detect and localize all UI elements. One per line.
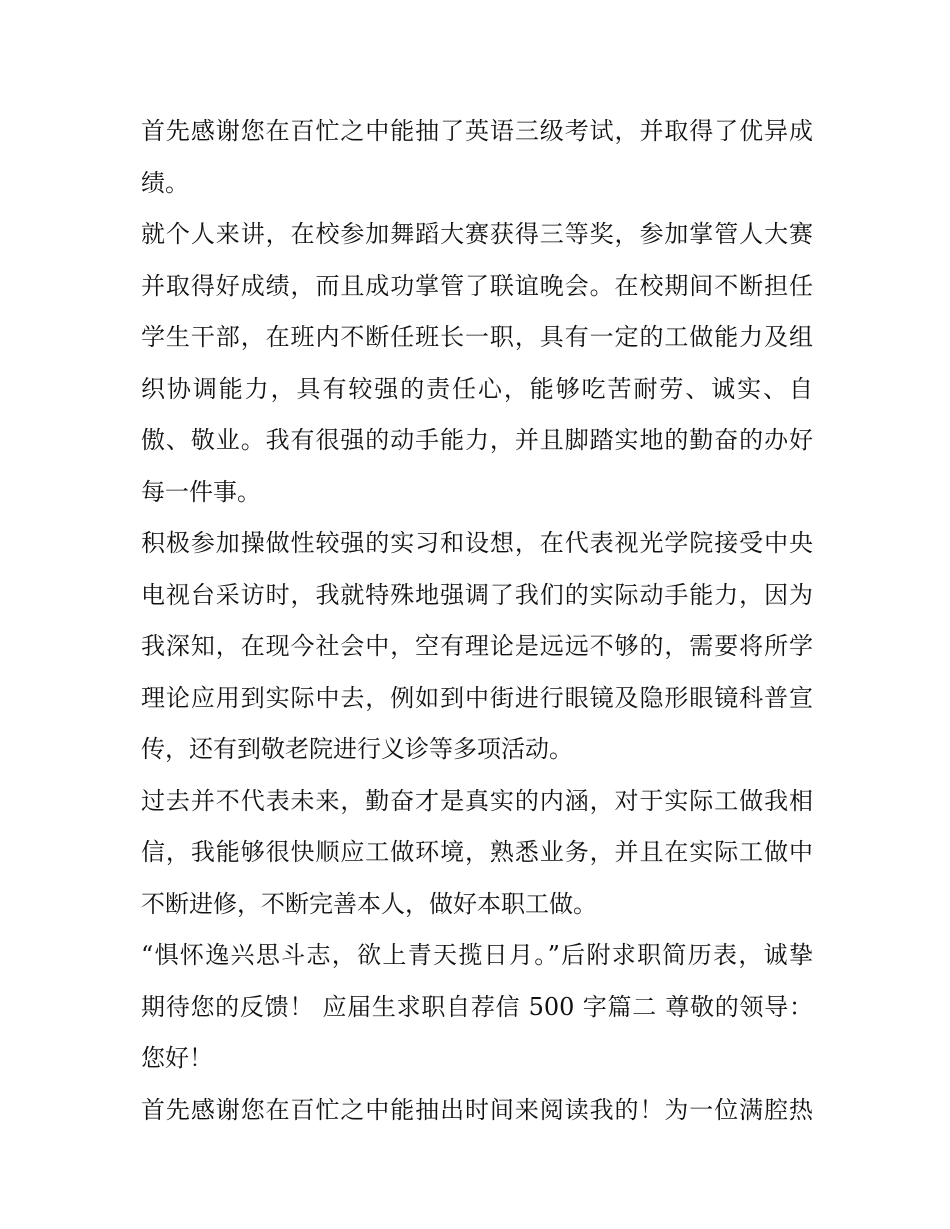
text-line: 我深知，在现今社会中，空有理论是远远不够的，需要将所学: [141, 632, 813, 660]
text-line: 不断进修，不断完善本人，做好本职工做。: [141, 889, 597, 918]
text-line: 学生干部，在班内不断任班长一职，具有一定的工做能力及组: [141, 323, 813, 351]
text-line: 理论应用到实际中去，例如到中街进行眼镜及隐形眼镜科普宣: [141, 683, 813, 712]
text-line: 每一件事。: [141, 477, 261, 506]
text-line: 首先感谢您在百忙之中能抽出时间来阅读我的！为一位满腔热: [141, 1095, 813, 1124]
text-line: 首先感谢您在百忙之中能抽了英语三级考试，并取得了优异成: [141, 117, 813, 145]
text-line: 绩。: [141, 168, 189, 197]
text-line: 积极参加操做性较强的实习和设想，在代表视光学院接受中央: [141, 529, 813, 557]
text-line: 傲、敬业。我有很强的动手能力，并且脚踏实地的勤奋的办好: [141, 426, 813, 454]
text-line: 织协调能力，具有较强的责任心，能够吃苦耐劳、诚实、自: [141, 374, 813, 403]
text-line: “惧怀逸兴思斗志，欲上青天揽日月。”后附求职简历表，诚挚: [141, 941, 813, 969]
text-line: 电视台采访时，我就特殊地强调了我们的实际动手能力，因为: [141, 580, 813, 609]
text-line: 您好！: [141, 1044, 213, 1072]
text-line: 并取得好成绩，而且成功掌管了联谊晚会。在校期间不断担任: [141, 271, 813, 300]
text-line: 传，还有到敬老院进行义诊等多项活动。: [141, 735, 573, 763]
text-line: 信，我能够很快顺应工做环境，熟悉业务，并且在实际工做中: [141, 838, 813, 866]
text-line: 就个人来讲，在校参加舞蹈大赛获得三等奖，参加掌管人大赛: [141, 220, 813, 248]
text-line: 期待您的反馈！ 应届生求职自荐信 500 字篇二 尊敬的领导：: [141, 992, 813, 1021]
document-body: [141, 106, 813, 1136]
text-line: 过去并不代表未来，勤奋才是真实的内涵，对于实际工做我相: [141, 786, 813, 815]
